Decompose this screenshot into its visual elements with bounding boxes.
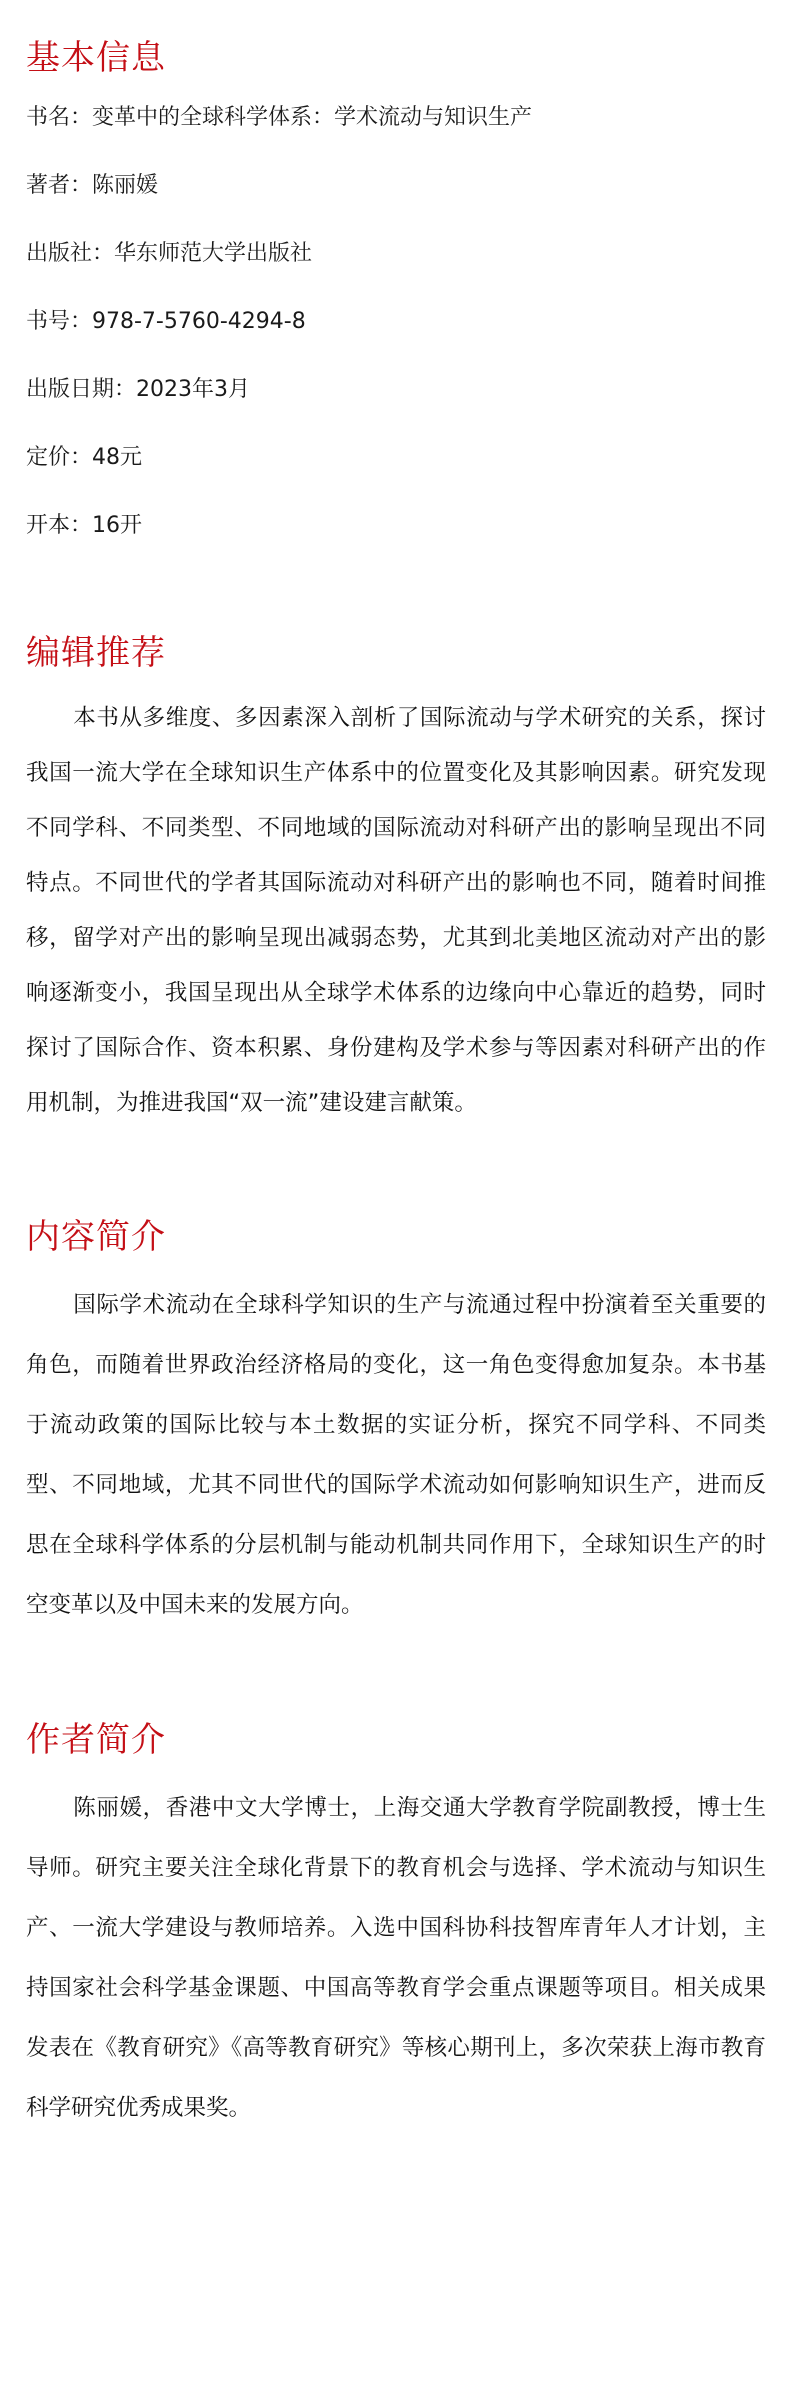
spacer: [26, 576, 766, 629]
spacer: [26, 1635, 766, 1716]
editor-recommendation-text: 本书从多维度、多因素深入剖析了国际流动与学术研究的关系，探讨我国一流大学在全球知识生产体系中的位置变化及其影响因素。研究发现不同学科、不同类型、不同地域的国际流动对科研产出的影响呈现出不同特点。不同世代的学者其国际流动对科研产出的影响也不同，随着时间推移，留学对产出的影响呈现出减弱态势，尤其到北美地区流动对产出的影响逐渐变小，我国呈现出从全球学术体系的边缘向中心靠近的趋势，同时探讨了国际合作、资本积累、身份建构及学术参与等因素对科研产出的作用机制，为推进我国“双一流”建设建言献策。: [26, 705, 766, 1116]
info-format: 开本：16开: [26, 513, 142, 538]
content-summary-text: 国际学术流动在全球科学知识的生产与流通过程中扮演着至关重要的角色，而随着世界政治经济格局的变化，这一角色变得愈加复杂。本书基于流动政策的国际比较与本土数据的实证分析，探究不同学科、不同类型、不同地域，尤其不同世代的国际学术流动如何影响知识生产，进而反思在全球科学体系的分层机制与能动机制共同作用下，全球知识生产的时空变革以及中国未来的发展方向。: [26, 1292, 766, 1618]
spacer: [26, 1131, 766, 1213]
basic-info-title: 基本信息: [26, 38, 166, 78]
info-author: 著者：陈丽媛: [26, 173, 159, 198]
info-isbn: 书号：978-7-5760-4294-8: [26, 309, 306, 334]
content-summary-title: 内容简介: [26, 1217, 166, 1257]
basic-info-list: [26, 100, 766, 576]
editor-recommendation-title: 编辑推荐: [26, 633, 166, 673]
info-price: 定价：48元: [26, 445, 142, 470]
author-intro-text: 陈丽媛，香港中文大学博士，上海交通大学教育学院副教授，博士生导师。研究主要关注全球化背景下的教育机会与选择、学术流动与知识生产、一流大学建设与教师培养。入选中国科协科技智库青年人才计划，主持国家社会科学基金课题、中国高等教育学会重点课题等项目。相关成果发表在《教育研究》《高等教育研究》等核心期刊上，多次荣获上海市教育科学研究优秀成果奖。: [26, 1795, 766, 2121]
author-intro-title: 作者简介: [26, 1720, 166, 1760]
info-publish-date: 出版日期：2023年3月: [26, 377, 250, 402]
info-publisher: 出版社：华东师范大学出版社: [26, 241, 313, 266]
info-book-title: 书名：变革中的全球科学体系：学术流动与知识生产: [26, 105, 533, 130]
